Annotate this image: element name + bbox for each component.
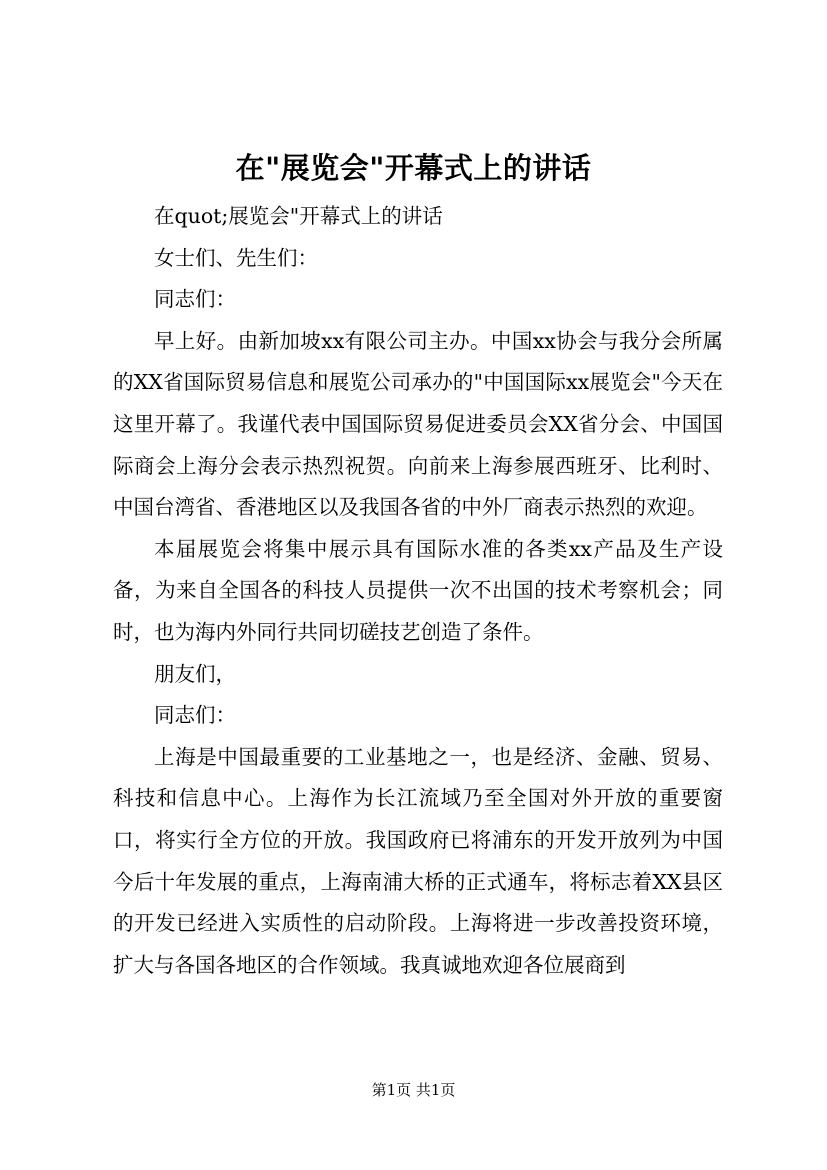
page-footer: 第1页 共1页 <box>371 1081 456 1099</box>
paragraph-5: 本届展览会将集中展示具有国际水准的各类xx产品及生产设备，为来自全国各的科技人员提供一次不出国的技术考察机会；同时，也为海内外同行共同切磋技艺创造了条件。 <box>113 536 723 644</box>
paragraph-7: 同志们： <box>154 703 236 728</box>
paragraph-4: 早上好。由新加坡xx有限公司主办。中国xx协会与我分会所属的XX省国际贸易信息和展览公司承办的"中国国际xx展览会"今天在这里开幕了。我谨代表中国国际贸易促进委员会XX省分会、中国国际商会上海分会表示热烈祝贺。向前来上海参展西班牙、比利时、中国台湾省、香港地区以及我国各省的中外厂商表示热烈的欢迎。 <box>113 328 723 520</box>
paragraph-6: 朋友们， <box>154 661 236 686</box>
paragraph-8: 上海是中国最重要的工业基地之一，也是经济、金融、贸易、科技和信息中心。上海作为长江流域乃至全国对外开放的重要窗口，将实行全方位的开放。我国政府已将浦东的开发开放列为中国今后十年发展的重点，上海南浦大桥的正式通车，将标志着XX县区的开发已经进入实质性的启动阶段。上海将进一步改善投资环境，扩大与各国各地区的合作领域。我真诚地欢迎各位展商到 <box>113 744 723 977</box>
paragraph-3: 同志们： <box>154 287 236 312</box>
paragraph-2: 女士们、先生们： <box>154 245 318 270</box>
document-title: 在"展览会"开幕式上的讲话 <box>235 151 592 185</box>
paragraph-1: 在quot;展览会"开幕式上的讲话 <box>154 204 443 228</box>
document-body <box>113 196 723 986</box>
